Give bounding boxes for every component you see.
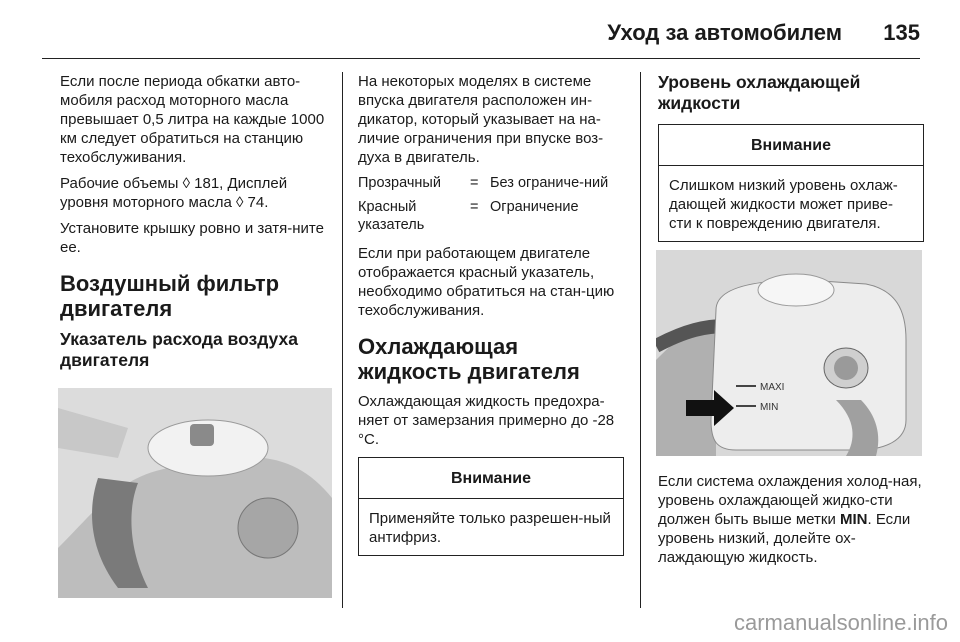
warning-title: Внимание (659, 125, 923, 166)
coolant-heading: Охлаждающая жидкость двигателя (358, 334, 580, 384)
warning-body: Применяйте только разрешен-ный антифриз. (369, 510, 611, 546)
air-indicator-heading: Указатель расхода воздуха двигателя (60, 329, 298, 370)
air-filter-heading: Воздушный фильтр двигателя (60, 271, 280, 321)
coolant-reservoir-illustration (656, 250, 922, 456)
air-filter-photo (58, 388, 332, 598)
coolant-level-heading: Уровень охлаждающей жидкости (658, 72, 861, 113)
header-title: Уход за автомобилем (607, 20, 842, 45)
table-value: Ограничение (490, 199, 579, 215)
column-right-bottom (658, 472, 924, 574)
coolant-description: Охлаждающая жидкость предохра-няет от замерзания примерно до -28 °C. (358, 393, 615, 448)
indicator-description: На некоторых моделях в системе впуска двигателя расположен ин-дикатор, который указывает на на-личие ограничения при впуске воз-духа в двигатель. (358, 73, 604, 166)
table-row (358, 174, 624, 192)
page-header (42, 12, 920, 59)
coolant-reservoir-photo (656, 250, 922, 456)
warning-body: Слишком низкий уровень охлаж-дающей жидкости может приве-сти к повреждению двигателя. (669, 177, 898, 232)
warning-title: Внимание (359, 458, 623, 499)
maxi-mark: MAXI (760, 382, 785, 393)
antifreeze-warning-box (358, 457, 624, 556)
column-left (60, 72, 330, 377)
low-coolant-warning-box (658, 124, 924, 242)
page-number: 135 (883, 20, 920, 45)
table-equals: = (470, 199, 479, 215)
column-divider-2 (640, 72, 641, 608)
watermark: carmanualsonline.info (733, 610, 948, 635)
table-term: Красный указатель (358, 199, 425, 233)
table-value: Без ограниче-ний (490, 175, 609, 191)
column-right (658, 72, 924, 250)
column-middle (358, 72, 624, 564)
table-equals: = (470, 175, 479, 191)
red-indicator-text: Если при работающем двигателе отображается красный указатель, необходимо обратиться на стан-цию техобслуживания. (358, 245, 615, 319)
cap-instruction: Установите крышку ровно и затя-ните ее. (60, 220, 324, 256)
table-row (358, 198, 624, 234)
engine-bay-illustration (58, 388, 332, 598)
coolant-cold-text: Если система охлаждения холод-ная, уровень охлаждающей жидко-сти должен быть выше метки MIN. Если уровень низкий, долейте ох-лаждающую жидкость. (658, 473, 922, 566)
column-divider-1 (342, 72, 343, 608)
coolant-top-up-text: Если уровень низкий, долейте ох-лаждающую жидкость. (658, 511, 911, 566)
indicator-table (358, 174, 624, 234)
oil-consumption-text: Если после периода обкатки авто-мобиля расход моторного масла превышает 0,5 литра на каждые 1000 км следует обратиться на станцию техобслуживания. (60, 73, 325, 166)
capacities-reference: Рабочие объемы ◊ 181, Дисплей уровня моторного масла ◊ 74. (60, 175, 288, 211)
table-term: Прозрачный (358, 175, 441, 191)
min-label: MIN (840, 511, 868, 528)
min-mark: MIN (760, 402, 779, 413)
